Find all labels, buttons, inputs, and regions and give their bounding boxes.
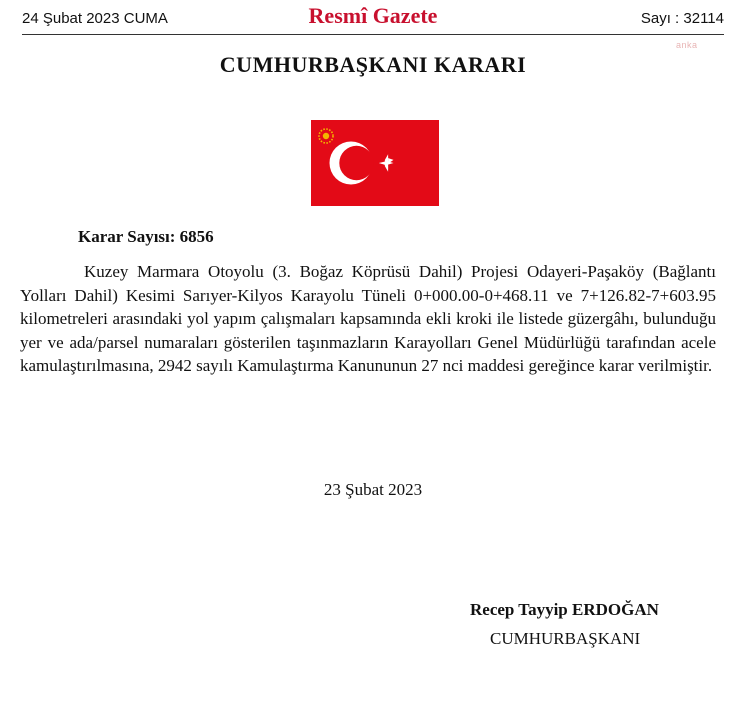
turkish-flag-icon <box>311 120 439 206</box>
issue-date: 24 Şubat 2023 CUMA <box>22 10 168 27</box>
decision-date: 23 Şubat 2023 <box>323 480 423 499</box>
decision-body: Kuzey Marmara Otoyolu (3. Boğaz Köprüsü Dahil) Projesi Odayeri-Paşaköy (Bağlantı Yolları Dahil) Kesimi Sarıyer-Kilyos Karayolu Tüneli 0+000.00-0+468.11 ve 7+126.82-7+603.95 kilometreleri arasındaki yol yapım çalışmaları kapsamında ekli kroki ile listede güzergâhı, bulunduğu yer ve ada/parsel numaraları gösterilen taşınmazların Karayolları Genel Müdürlüğü tarafından acele kamulaştırılmasına, 2942 sayılı Kamulaştırma Kanununun 27 nci maddesi gereğince karar verilmiştir. <box>20 262 716 375</box>
gazette-title: Resmî Gazete <box>308 3 438 28</box>
decision-number: Karar Sayısı: 6856 <box>78 227 214 246</box>
header-rule <box>22 34 724 35</box>
issue-number: Sayı : 32114 <box>640 10 724 27</box>
watermark: anka <box>676 40 698 50</box>
signatory-title: CUMHURBAŞKANI <box>490 629 641 648</box>
decision-heading: CUMHURBAŞKANI KARARI <box>219 52 527 77</box>
gazette-header <box>0 0 746 36</box>
signatory-name: Recep Tayyip ERDOĞAN <box>470 600 659 619</box>
